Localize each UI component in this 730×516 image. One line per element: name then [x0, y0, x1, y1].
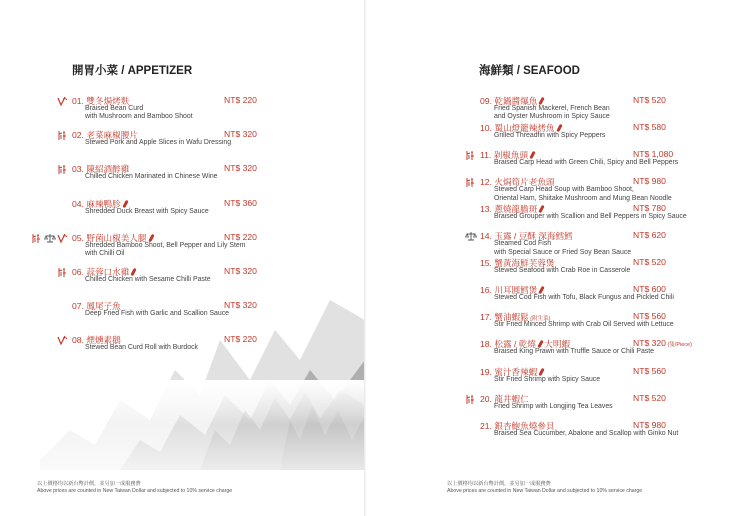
price-value: NT$ 600 — [633, 284, 666, 295]
description-line: Fried Shrimp with Longjing Tea Leaves — [494, 402, 613, 410]
healthy-scale-icon — [44, 231, 56, 249]
healthy-scale-icon — [465, 229, 477, 247]
item-name-zh: 蟹油蝦鬆 — [494, 312, 529, 323]
item-description-en — [85, 276, 211, 284]
menu-item — [0, 163, 365, 193]
item-number: 14. — [480, 231, 495, 242]
service-charge-note — [447, 481, 642, 495]
item-price — [633, 366, 666, 376]
chef-recommend-icon — [465, 392, 475, 410]
item-description-en — [494, 267, 630, 275]
item-name-zh: 野菌山椒美人腿 — [86, 232, 147, 243]
menu-item — [365, 149, 730, 179]
item-name-zh-2: 大明蝦 — [541, 339, 571, 350]
menu-item — [0, 334, 365, 364]
item-number: 01. — [72, 96, 87, 106]
menu-item — [0, 129, 365, 159]
chili-spicy-icon — [539, 205, 545, 213]
item-description-en — [494, 348, 654, 356]
item-price — [633, 338, 692, 348]
description-line: Deep Fried Fish with Garlic and Scallion Sauce — [85, 310, 230, 318]
item-price — [224, 300, 257, 310]
chili-spicy-icon — [148, 234, 154, 242]
item-number: 13. — [480, 204, 495, 215]
section-title-appetizer: 開胃小菜 / APPETIZER — [72, 65, 193, 77]
item-description-en — [85, 310, 229, 318]
item-name-zh: 蜀山燈籠辣烤魚 — [494, 123, 555, 134]
description-line: Chilled Chicken Marinated in Chinese Wine — [85, 173, 218, 181]
description-line: and Oyster Mushroom in Spicy Sauce — [494, 113, 610, 121]
menu-item — [0, 198, 365, 228]
menu-item — [365, 366, 730, 396]
item-price — [224, 129, 257, 139]
price-value: NT$ 220 — [224, 231, 257, 242]
price-value: NT$ 980 — [633, 419, 666, 430]
item-number: 19. — [480, 366, 495, 377]
description-line: Stewed Bean Curd Roll with Burdock — [85, 344, 198, 352]
description-line: with Chilli Oil — [85, 250, 125, 258]
description-line: Stir Fried Shrimp with Spicy Sauce — [494, 375, 601, 383]
item-price — [633, 393, 666, 403]
description-line: Braised Sea Cucumber, Abalone and Scallop with Ginko Nut — [494, 429, 679, 437]
description-line: Shredded Duck Breast with Spicy Sauce — [85, 207, 209, 215]
description-line: with Mushroom and Bamboo Shoot — [85, 113, 193, 121]
chili-spicy-icon — [131, 268, 137, 276]
item-number: 21. — [480, 420, 495, 431]
item-name-zh: 玉露 / 豆酥 深海鱈鱈 — [494, 231, 573, 242]
item-name-zh: 銀杏鮑魚燒參貝 — [494, 420, 555, 431]
chili-spicy-icon — [556, 124, 562, 132]
item-number: 12. — [480, 177, 495, 188]
vegetarian-icon — [57, 94, 68, 112]
description-line: Braised King Prawn with Truffle Sauce or Chili Paste — [494, 348, 654, 356]
item-number: 20. — [480, 393, 495, 404]
description-line: Grilled Threadfin with Spicy Peppers — [494, 132, 606, 140]
description-line: Chilled Chicken with Sesame Chilli Paste — [85, 276, 211, 283]
item-price — [224, 334, 257, 344]
item-number: 17. — [480, 312, 495, 323]
description-line: Fried Spanish Mackerel, French Bean — [494, 105, 610, 112]
price-value: NT$ 320 — [224, 266, 257, 276]
description-line: Shredded Bamboo Shoot, Bell Pepper and Lily Stem — [85, 241, 246, 249]
item-description-en — [494, 403, 613, 411]
price-value: NT$ 980 — [633, 176, 666, 187]
item-number: 15. — [480, 258, 495, 269]
item-description-en — [494, 430, 678, 438]
item-description-en — [494, 132, 605, 140]
item-price — [633, 203, 666, 213]
item-description-en — [494, 294, 674, 302]
footer-zh: 以上價格均以新台幣計價，並另加一成服務費 — [447, 481, 551, 487]
item-name-zh: 龍井蝦仁 — [494, 393, 529, 404]
menu-item — [365, 176, 730, 206]
price-unit: (隻/Piece) — [665, 342, 692, 349]
chef-recommend-icon — [465, 148, 475, 166]
item-name-zh: 乾鍋醬爆魚 — [494, 96, 538, 106]
item-description-en — [494, 105, 610, 122]
menu-item — [365, 311, 730, 341]
menu-item — [365, 122, 730, 152]
item-description-en — [85, 242, 246, 259]
item-description-en — [494, 159, 678, 167]
item-number: 18. — [480, 339, 495, 350]
vegetarian-icon — [57, 231, 68, 249]
item-price — [633, 311, 666, 321]
description-line: Stewed Carp Head Soup with Bamboo Shoot, — [494, 186, 634, 194]
description-line: Steamed Cod Fish — [494, 240, 552, 248]
item-description-en — [85, 105, 193, 122]
item-number: 08. — [72, 335, 87, 346]
item-description-en — [494, 376, 600, 384]
item-name-zh: 鳳尾子魚 — [86, 301, 121, 312]
footer-zh: 以上價格均以新台幣計價，並另加一成服務費 — [37, 481, 141, 487]
price-value: NT$ 320 — [224, 300, 257, 311]
item-price — [633, 95, 666, 105]
item-description-en — [494, 321, 674, 329]
price-value: NT$ 560 — [633, 365, 666, 376]
price-value: NT$ 320 — [224, 129, 257, 140]
item-number: 11. — [480, 150, 494, 161]
item-name-zh: 松露 / 乾燒 — [494, 339, 536, 350]
menu-item — [365, 338, 730, 368]
menu-item — [365, 95, 730, 125]
item-number: 16. — [480, 285, 495, 296]
item-price — [224, 163, 257, 173]
item-description-en — [85, 173, 218, 181]
chili-spicy-icon — [539, 367, 545, 375]
item-number: 09. — [480, 96, 495, 106]
item-name-note: (附生菜) — [528, 316, 551, 323]
price-value: NT$ 580 — [633, 122, 666, 133]
menu-item — [365, 420, 730, 450]
chili-spicy-icon — [529, 151, 535, 159]
menu-item — [0, 95, 365, 125]
price-value: NT$ 520 — [633, 95, 666, 105]
item-number: 10. — [480, 123, 495, 134]
description-line: Braised Bean Curd — [85, 105, 144, 112]
price-value: NT$ 620 — [633, 230, 666, 241]
item-price — [633, 122, 666, 132]
menu-item — [365, 230, 730, 260]
description-line: Stewed Seafood with Crab Roe in Casserole — [494, 267, 631, 275]
description-line: Oriental Ham, Shiitake Mushroom and Mung Bean Noodle — [494, 194, 672, 202]
footer-en: Above prices are counted in New Taiwan Dollar and subjected to 10% service charge — [37, 488, 233, 494]
item-number: 04. — [72, 198, 87, 209]
item-number: 05. — [72, 232, 87, 243]
menu-item — [365, 393, 730, 423]
description-line: Stewed Cod Fish with Tofu, Black Fungus and Pickled Chili — [494, 294, 674, 302]
item-price — [224, 198, 257, 208]
service-charge-note — [37, 481, 232, 495]
footer-en: Above prices are counted in New Taiwan Dollar and subjected to 10% service charge — [447, 488, 643, 494]
chef-recommend-icon — [31, 231, 41, 249]
price-value: NT$ 360 — [224, 197, 257, 208]
item-name-zh: 火焗筍片老魚頭 — [494, 177, 555, 188]
item-name-zh: 麻辣鴨胗 — [86, 198, 121, 209]
menu-item — [365, 203, 730, 233]
item-description-en — [494, 240, 631, 257]
item-number: 03. — [72, 164, 87, 175]
description-line: Stewed Pork and Apple Slices in Wafu Dressing — [85, 139, 232, 147]
item-price — [224, 95, 257, 105]
item-name-zh: 陳紹酒醉雞 — [86, 164, 130, 175]
section-title-seafood: 海鮮類 / SEAFOOD — [479, 65, 580, 77]
menu-item — [0, 266, 365, 296]
description-line: Braised Grouper with Scallion and Bell Peppers in Spicy Sauce — [494, 213, 687, 221]
chef-recommend-icon — [465, 175, 475, 193]
price-value: NT$ 220 — [224, 95, 257, 105]
chef-recommend-icon — [57, 128, 67, 146]
price-value: NT$ 320 — [633, 338, 666, 349]
menu-item — [365, 257, 730, 287]
item-price — [633, 230, 666, 240]
item-description-en — [494, 186, 672, 203]
description-line: with Special Sauce or Fried Soy Bean Sauce — [494, 248, 632, 256]
chili-spicy-icon — [122, 199, 128, 207]
item-number: 06. — [72, 267, 87, 277]
price-value: NT$ 780 — [633, 203, 666, 214]
item-number: 02. — [72, 130, 87, 141]
item-name-zh: 剁椒魚頭 — [493, 150, 529, 161]
item-description-en — [494, 213, 687, 221]
item-name-zh: 煙燻素鵝 — [86, 335, 121, 346]
item-price — [633, 257, 666, 267]
description-line: Stir Fried Minced Shrimp with Crab Oil Served with Lettuce — [494, 321, 674, 329]
item-description-en — [85, 208, 209, 216]
item-name-zh: 雙冬焗烤麩 — [86, 96, 130, 106]
price-value: NT$ 220 — [224, 334, 257, 345]
price-value: NT$ 520 — [633, 257, 666, 268]
item-number: 07. — [72, 301, 87, 312]
item-price — [633, 176, 666, 186]
price-value: NT$ 520 — [633, 392, 666, 403]
item-name-zh: 蔥燒龍膽斑 — [494, 204, 538, 215]
item-price — [633, 284, 666, 294]
item-price — [224, 232, 257, 242]
price-value: NT$ 320 — [224, 163, 257, 174]
item-price — [633, 149, 673, 159]
price-value: NT$ 560 — [633, 311, 666, 322]
menu-item — [0, 232, 365, 262]
description-line: Braised Carp Head with Green Chili, Spicy and Bell Peppers — [494, 159, 679, 167]
right-page — [365, 0, 730, 516]
vegetarian-icon — [57, 333, 68, 351]
chef-recommend-icon — [57, 265, 67, 283]
menu-item — [0, 300, 365, 330]
chef-recommend-icon — [57, 162, 67, 180]
item-price — [633, 420, 666, 430]
item-name-zh: 川耳圓鱈煲 — [494, 285, 538, 296]
item-name-zh: 老菜麻椒腰片 — [86, 130, 138, 141]
chili-spicy-icon — [539, 97, 545, 105]
menu-item — [365, 284, 730, 314]
item-name-zh: 蜜汁香辣蝦 — [494, 366, 538, 377]
item-description-en — [85, 344, 198, 352]
item-name-zh: 蒜蓉口水雞 — [86, 267, 130, 277]
chili-spicy-icon — [539, 286, 545, 294]
item-name-zh: 蟹黃海鮮芙蓉煲 — [494, 258, 555, 269]
item-description-en — [85, 139, 231, 147]
price-value: NT$ 1,080 — [633, 149, 674, 160]
item-price — [224, 266, 257, 276]
